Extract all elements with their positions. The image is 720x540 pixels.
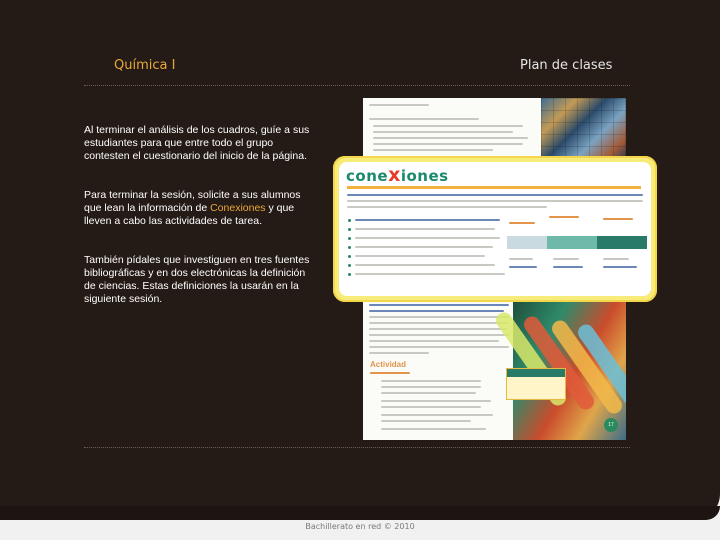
text-line [355, 273, 505, 275]
bullet-icon [348, 264, 351, 267]
title-underline [347, 186, 641, 189]
text-line [355, 255, 485, 257]
timeline-segment [597, 236, 647, 249]
text-line [369, 304, 509, 306]
footer-text: Bachillerato en red © 2010 [305, 522, 415, 531]
text-line [355, 228, 495, 230]
text-line [381, 392, 476, 394]
text-line [369, 328, 507, 330]
text-line [369, 334, 509, 336]
bottom-divider [84, 447, 630, 448]
activity-heading: Actividad [370, 360, 407, 369]
text-line [355, 246, 493, 248]
text-line [509, 266, 537, 268]
top-divider [84, 85, 630, 86]
text-line [355, 264, 495, 266]
text-line [355, 219, 500, 221]
text-line [549, 216, 579, 218]
text-line [381, 428, 486, 430]
paragraph-2 [84, 189, 316, 228]
text-line [347, 206, 547, 208]
text-line [553, 266, 583, 268]
paragraph-1: Al terminar el análisis de los cuadros, guíe a sus estudiantes para que entre todo el grupo contesten el cuestionario del inicio de la página. [84, 124, 310, 162]
timeline-diagram [507, 214, 647, 284]
text-line [381, 406, 481, 408]
text-line [355, 237, 500, 239]
paragraph-2-text-a: Para terminar la sesión, solicite a sus alumnos que lean la información de [84, 189, 301, 214]
text-line [553, 258, 579, 260]
text-line [347, 194, 643, 196]
bullet-icon [348, 228, 351, 231]
text-line [369, 322, 509, 324]
conexiones-callout [333, 156, 657, 302]
text-line [369, 340, 499, 342]
text-line [369, 316, 509, 318]
course-title: Química I [114, 58, 176, 73]
bullet-icon [348, 255, 351, 258]
callout-content [339, 162, 651, 296]
bullet-icon [348, 219, 351, 222]
text-line [347, 200, 643, 202]
text-line [509, 222, 535, 224]
text-line [369, 104, 429, 106]
title-part-b: iones [400, 167, 449, 185]
text-line [509, 258, 533, 260]
bullet-icon [348, 246, 351, 249]
text-line [373, 143, 523, 145]
paragraph-2-text-b: y que lleven a cabo las actividades de tarea. [84, 202, 295, 227]
bullet-icon [348, 273, 351, 276]
conexiones-highlight: Conexiones [210, 202, 266, 214]
activity-note-box [506, 368, 566, 400]
page-number: 17 [604, 418, 618, 432]
text-line [381, 414, 493, 416]
title-part-x: x [388, 164, 401, 186]
title-part-a: cone [346, 167, 389, 185]
conexiones-title [346, 164, 449, 186]
text-line [603, 266, 637, 268]
activity-note-header [507, 369, 565, 377]
paragraph-3: También pídales que investiguen en tres fuentes bibliográficas y en dos electrónicas la definición de ciencias. Estas definiciones la usarán en la siguiente sesión. [84, 254, 310, 305]
text-line [369, 310, 504, 312]
text-line [373, 131, 513, 133]
text-line [381, 386, 481, 388]
text-line [369, 118, 479, 120]
text-line [381, 380, 481, 382]
text-line [381, 420, 471, 422]
text-line [381, 400, 491, 402]
text-line [369, 352, 429, 354]
text-line [369, 346, 509, 348]
bullet-icon [348, 237, 351, 240]
section-title: Plan de clases [520, 58, 613, 73]
text-line [373, 125, 523, 127]
photo-mosaic [541, 98, 626, 160]
text-line [603, 258, 629, 260]
timeline-segment [547, 236, 597, 249]
text-line [373, 149, 493, 151]
text-line [373, 137, 528, 139]
text-line [370, 372, 410, 374]
timeline-segment [507, 236, 547, 249]
text-line [603, 218, 633, 220]
